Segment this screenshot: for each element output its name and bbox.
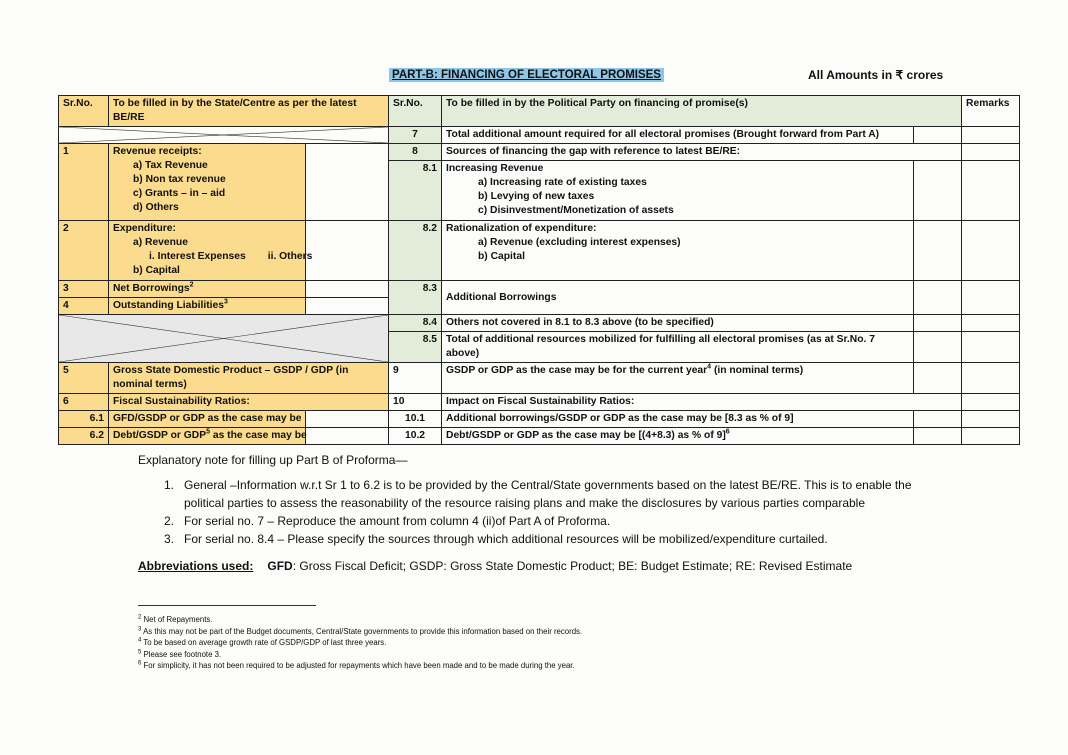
cross-lines bbox=[59, 315, 388, 362]
disinvestment-monetization: c) Disinvestment/Monetization of assets bbox=[478, 205, 674, 216]
note-number: 1. bbox=[164, 478, 175, 492]
footnote-text: Net of Repayments. bbox=[143, 615, 213, 624]
footnote-divider bbox=[138, 605, 316, 606]
debt-gsdp-tail: as the case may be bbox=[212, 430, 307, 441]
srno-9: 9 bbox=[389, 363, 442, 394]
row-10-2-description-cell bbox=[442, 428, 914, 445]
fiscal-sustainability-ratios: Fiscal Sustainability Ratios: bbox=[109, 394, 389, 411]
row-8-4-description: Others not covered in 8.1 to 8.3 above (to be specified) bbox=[442, 315, 914, 332]
row-9-nominal: (in nominal terms) bbox=[711, 365, 804, 376]
note-text: For serial no. 7 – Reproduce the amount from column 4 (ii)of Part A of Proforma. bbox=[184, 514, 611, 528]
revenue-receipts-cell bbox=[109, 144, 306, 221]
header-srno-right: Sr.No. bbox=[389, 96, 442, 127]
footnote-text: For simplicity, it has not been required to be adjusted for repayments which have been made and to be made during the year. bbox=[143, 661, 575, 671]
row-8-4-amount bbox=[914, 315, 962, 332]
srno-10-2: 10.2 bbox=[389, 428, 442, 445]
net-borrowings-cell bbox=[109, 281, 306, 298]
row-8-1-amount bbox=[914, 161, 962, 221]
row-8-4-remarks bbox=[962, 315, 1020, 332]
srno-6-1: 6.1 bbox=[59, 411, 109, 428]
footnote-ref: 6 bbox=[725, 428, 730, 436]
row-8-3-amount bbox=[914, 281, 962, 315]
footnote bbox=[138, 626, 582, 638]
note-text: General –Information w.r.t Sr 1 to 6.2 is to be provided by the Central/State governments based on the latest BE/RE. This is to enable the political parties to assess the reasonability of the resource raising plans and make the disclosures by various parties comparable bbox=[184, 478, 912, 510]
srno-10: 10 bbox=[389, 394, 442, 411]
expenditure-others: ii. Others bbox=[267, 251, 313, 262]
debt-gsdp-amount bbox=[306, 428, 389, 445]
footnote-number: 2 bbox=[138, 614, 142, 621]
row-8-5-amount bbox=[914, 332, 962, 363]
table-header-row bbox=[59, 96, 1020, 127]
list-item bbox=[164, 530, 944, 548]
row-10-1-amount bbox=[914, 411, 962, 428]
footnote-text: To be based on average growth rate of GSDP/GDP of last three years. bbox=[143, 638, 387, 648]
header-remarks: Remarks bbox=[962, 96, 1020, 127]
page-title: PART-B: FINANCING OF ELECTORAL PROMISES bbox=[389, 68, 664, 82]
additional-borrowings: Additional Borrowings bbox=[442, 281, 914, 315]
srno-2: 2 bbox=[59, 221, 109, 281]
expenditure-cell bbox=[109, 221, 313, 281]
srno-1: 1 bbox=[59, 144, 109, 221]
grants-in-aid: c) Grants – in – aid bbox=[133, 188, 226, 199]
debt-gsdp: Debt/GSDP or GDP bbox=[113, 430, 207, 441]
gsdp-gdp: Gross State Domestic Product – GSDP / GDP (in nominal terms) bbox=[109, 363, 389, 394]
row-8-2-remarks bbox=[962, 221, 1020, 281]
outstanding-liabilities-cell bbox=[109, 298, 306, 315]
tax-revenue: a) Tax Revenue bbox=[133, 160, 208, 171]
row-10-2-amount bbox=[914, 428, 962, 445]
row-8-2-amount bbox=[914, 221, 962, 281]
levying-new-taxes: b) Levying of new taxes bbox=[478, 191, 595, 202]
explanatory-notes-list bbox=[164, 476, 944, 548]
revenue-receipts-amount bbox=[306, 144, 389, 221]
amounts-unit-note: All Amounts in ₹ crores bbox=[808, 68, 944, 82]
expenditure-revenue: a) Revenue bbox=[133, 237, 188, 248]
table-row bbox=[59, 127, 1020, 144]
srno-8-3: 8.3 bbox=[389, 281, 442, 315]
srno-8-4: 8.4 bbox=[389, 315, 442, 332]
header-state-centre: To be filled in by the State/Centre as per the latest BE/RE bbox=[109, 96, 389, 127]
revenue-receipts-title: Revenue receipts: bbox=[113, 146, 202, 157]
footnote bbox=[138, 649, 582, 661]
row-10-remarks bbox=[962, 394, 1020, 411]
footnote-ref: 4 bbox=[707, 363, 712, 371]
expenditure-amount bbox=[306, 221, 389, 281]
row-7-description: Total additional amount required for all electoral promises (Brought forward from Part A) bbox=[442, 127, 914, 144]
row-9-description-cell bbox=[442, 363, 914, 394]
rationalization-capital: b) Capital bbox=[478, 251, 525, 262]
srno-4: 4 bbox=[59, 298, 109, 315]
srno-8-2: 8.2 bbox=[389, 221, 442, 281]
note-number: 3. bbox=[164, 532, 175, 546]
table-row bbox=[59, 221, 1020, 281]
srno-8: 8 bbox=[389, 144, 442, 161]
gfd-key: GFD bbox=[267, 559, 293, 573]
header-srno-left: Sr.No. bbox=[59, 96, 109, 127]
increasing-rate-existing-taxes: a) Increasing rate of existing taxes bbox=[478, 177, 647, 188]
explanatory-note-title: Explanatory note for filling up Part B of Proforma— bbox=[138, 453, 408, 467]
footnote-number: 4 bbox=[138, 637, 142, 644]
footnote-ref: 5 bbox=[206, 428, 210, 436]
footnotes bbox=[138, 614, 582, 672]
table-row bbox=[59, 411, 1020, 428]
footnote-text: Please see footnote 3. bbox=[143, 649, 222, 659]
gfd-gsdp: GFD/GSDP or GDP as the case may be bbox=[109, 411, 306, 428]
revenue-others: d) Others bbox=[133, 202, 179, 213]
outstanding-liabilities-amount bbox=[306, 298, 389, 315]
footnote bbox=[138, 660, 582, 672]
note-text: For serial no. 8.4 – Please specify the sources through which additional resources will be mobilized/expenditure curtailed. bbox=[184, 532, 828, 546]
table-row bbox=[59, 281, 1020, 298]
expenditure-capital: b) Capital bbox=[133, 265, 180, 276]
srno-7: 7 bbox=[389, 127, 442, 144]
financing-table bbox=[58, 95, 1020, 445]
row-10-2-description: Debt/GSDP or GDP as the case may be [(4+8.3) as % of 9] bbox=[446, 430, 726, 441]
row-9-amount bbox=[914, 363, 962, 394]
footnote bbox=[138, 637, 582, 649]
interest-expenses: i. Interest Expenses bbox=[149, 251, 246, 262]
list-item bbox=[164, 512, 944, 530]
rationalization-title: Rationalization of expenditure: bbox=[446, 223, 597, 234]
row-10-2-remarks bbox=[962, 428, 1020, 445]
table-row bbox=[59, 144, 1020, 161]
row-9-description: GSDP or GDP as the case may be for the current year bbox=[446, 365, 708, 376]
row-8-5-description: Total of additional resources mobilized for fulfilling all electoral promises (as at Sr.No. 7 above) bbox=[442, 332, 914, 363]
cross-lines bbox=[59, 127, 388, 143]
footnote-text: As this may not be part of the Budget documents, Central/State governments to provide this information based on their records. bbox=[143, 626, 583, 636]
row-10-1-remarks bbox=[962, 411, 1020, 428]
abbreviations-line bbox=[138, 559, 852, 573]
header-political-party: To be filled in by the Political Party on financing of promise(s) bbox=[442, 96, 962, 127]
abbreviations-heading: Abbreviations used: bbox=[138, 559, 254, 573]
srno-6-2: 6.2 bbox=[59, 428, 109, 445]
interest-expenses-line bbox=[113, 250, 313, 264]
expenditure-title: Expenditure: bbox=[113, 223, 176, 234]
table-row bbox=[59, 428, 1020, 445]
rationalization-revenue: a) Revenue (excluding interest expenses) bbox=[478, 237, 681, 248]
row-7-remarks bbox=[962, 127, 1020, 144]
srno-5: 5 bbox=[59, 363, 109, 394]
increasing-revenue-title: Increasing Revenue bbox=[446, 163, 544, 174]
row-10-1-description: Additional borrowings/GSDP or GDP as the case may be [8.3 as % of 9] bbox=[442, 411, 914, 428]
srno-8-5: 8.5 bbox=[389, 332, 442, 363]
footnote bbox=[138, 614, 582, 626]
gfd-gsdp-amount bbox=[306, 411, 389, 428]
note-number: 2. bbox=[164, 514, 175, 528]
srno-3: 3 bbox=[59, 281, 109, 298]
list-item bbox=[164, 476, 944, 512]
row-8-1-remarks bbox=[962, 161, 1020, 221]
row-8-remarks bbox=[962, 144, 1020, 161]
rationalization-cell bbox=[442, 221, 914, 281]
row-8-3-remarks bbox=[962, 281, 1020, 315]
srno-6: 6 bbox=[59, 394, 109, 411]
net-borrowings: Net Borrowings bbox=[113, 283, 190, 294]
footnote-number: 3 bbox=[138, 626, 142, 632]
non-tax-revenue: b) Non tax revenue bbox=[133, 174, 226, 185]
impact-fiscal-sustainability: Impact on Fiscal Sustainability Ratios: bbox=[442, 394, 962, 411]
increasing-revenue-cell bbox=[442, 161, 914, 221]
table-row bbox=[59, 315, 1020, 332]
footnote-ref: 3 bbox=[223, 298, 228, 306]
net-borrowings-amount bbox=[306, 281, 389, 298]
crossed-out-cell bbox=[59, 315, 389, 363]
debt-gsdp-cell bbox=[109, 428, 306, 445]
footnote-number: 5 bbox=[138, 649, 142, 656]
crossed-out-cell bbox=[59, 127, 389, 144]
row-9-remarks bbox=[962, 363, 1020, 394]
srno-10-1: 10.1 bbox=[389, 411, 442, 428]
table-row bbox=[59, 363, 1020, 394]
row-7-amount bbox=[914, 127, 962, 144]
table-row bbox=[59, 394, 1020, 411]
footnote-number: 6 bbox=[138, 660, 142, 667]
outstanding-liabilities: Outstanding Liabilities bbox=[113, 300, 224, 311]
footnote-ref: 2 bbox=[189, 281, 194, 289]
row-8-5-remarks bbox=[962, 332, 1020, 363]
abbreviations-text: : Gross Fiscal Deficit; GSDP: Gross State Domestic Product; BE: Budget Estimate; RE: Revised Estimate bbox=[292, 559, 853, 573]
row-8-description: Sources of financing the gap with reference to latest BE/RE: bbox=[442, 144, 962, 161]
srno-8-1: 8.1 bbox=[389, 161, 442, 221]
